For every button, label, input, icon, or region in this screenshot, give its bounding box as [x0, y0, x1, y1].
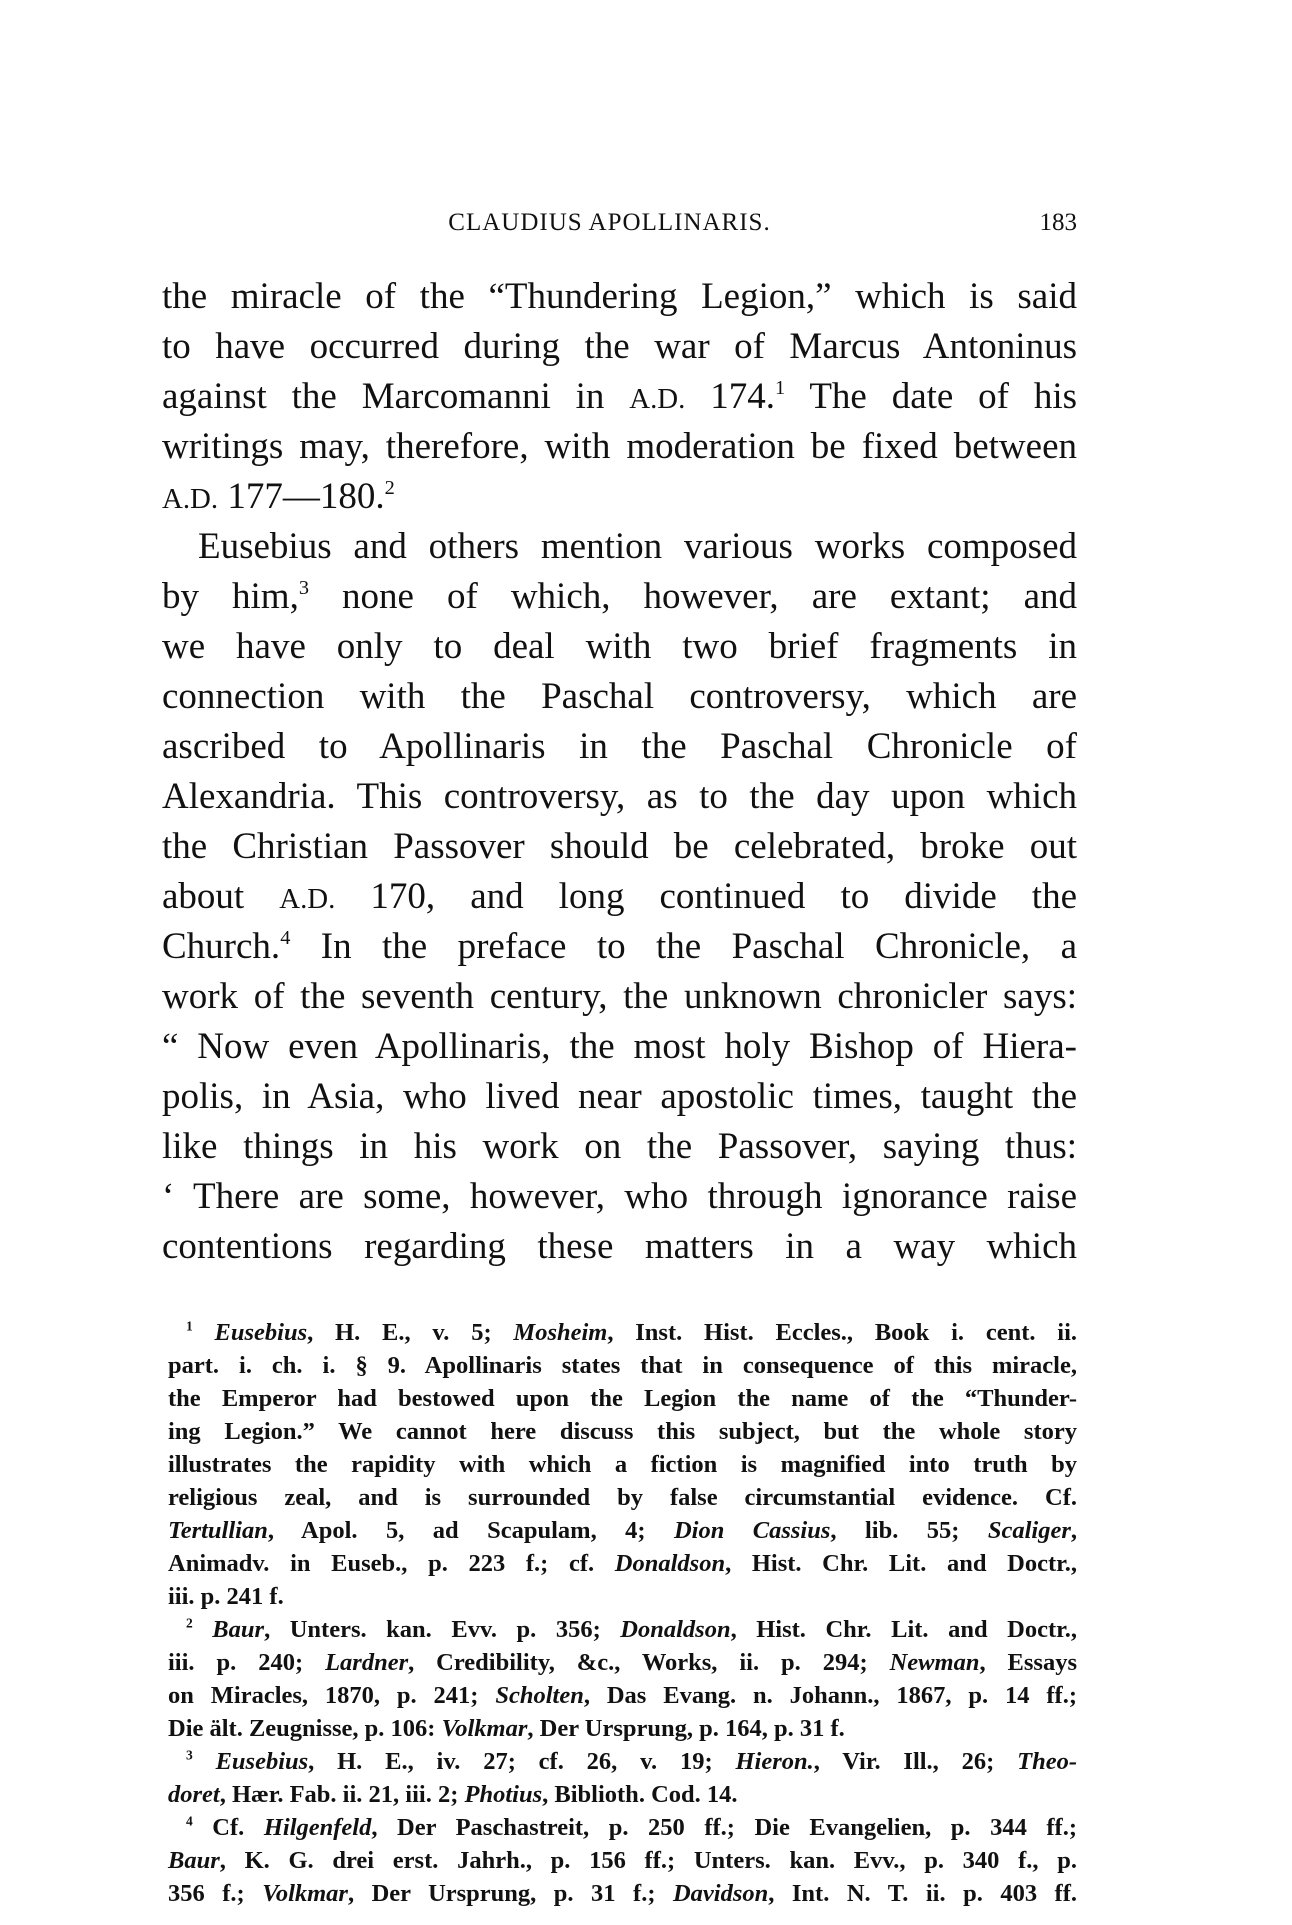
footnote-line	[168, 1448, 1077, 1481]
italic-citation: Volkmar	[262, 1880, 348, 1907]
text-run: Die ält. Zeugnisse, p. 106:	[168, 1715, 442, 1742]
footnote-line	[168, 1844, 1077, 1877]
italic-citation: Donaldson	[614, 1550, 726, 1577]
text-run: ascribed to Apollinaris in the Paschal Chronicle of	[162, 726, 1077, 767]
text-run: on Miracles, 1870, p. 241;	[168, 1682, 496, 1709]
italic-citation: Scholten	[495, 1682, 584, 1709]
text-run	[193, 1319, 215, 1346]
body-line	[162, 522, 1077, 572]
text-run: to have occurred during the war of Marcus Antoninus	[162, 326, 1077, 367]
body-text	[162, 272, 1077, 1272]
small-caps-text: A.D.	[162, 483, 219, 515]
running-head	[162, 205, 1077, 245]
footnote-marker: 3	[186, 1747, 193, 1763]
text-run: ‘ There are some, however, who through ignorance raise	[162, 1176, 1077, 1217]
footnote-line	[168, 1514, 1077, 1547]
text-run: part. i. ch. i. § 9. Apollinaris states that in consequence of this miracle,	[168, 1352, 1077, 1379]
text-run: ing Legion.” We cannot here discuss this subject, but the whole story	[168, 1418, 1077, 1445]
body-line	[162, 872, 1077, 922]
footnote-marker: 2	[186, 1615, 193, 1631]
text-run: work of the seventh century, the unknown chronicler says:	[162, 976, 1077, 1017]
text-run: the Emperor had bestowed upon the Legion the name of the “Thunder-	[168, 1385, 1077, 1412]
italic-citation: Eusebius	[215, 1748, 309, 1775]
footnote-line	[168, 1481, 1077, 1514]
text-run: like things in his work on the Passover, saying thus:	[162, 1126, 1077, 1167]
text-run: , Int. N. T. ii. p. 403 ff.	[768, 1880, 1078, 1907]
body-line	[162, 772, 1077, 822]
italic-citation: Eusebius	[214, 1319, 308, 1346]
italic-citation: Hieron.	[735, 1748, 814, 1775]
body-line	[162, 1072, 1077, 1122]
text-run: the miracle of the “Thundering Legion,” which is said	[162, 276, 1077, 317]
body-line	[162, 722, 1077, 772]
footnote-marker: 2	[384, 476, 395, 499]
text-run: Cf.	[192, 1814, 264, 1841]
text-run: , Essays	[979, 1649, 1077, 1676]
italic-citation: Theo-	[1017, 1748, 1077, 1775]
footnote-marker: 1	[774, 376, 786, 399]
small-caps-text: A.D.	[279, 883, 336, 915]
footnote-line	[168, 1349, 1077, 1382]
text-run: , lib. 55;	[830, 1517, 988, 1544]
text-run: against the Marcomanni in	[162, 376, 630, 417]
text-run: writings may, therefore, with moderation be fixed between	[162, 426, 1077, 467]
footnote-line	[168, 1316, 1077, 1349]
footnote-marker: 3	[298, 576, 310, 599]
text-run: Church.	[162, 926, 281, 967]
footnote-line	[168, 1877, 1077, 1910]
text-run: connection with the Paschal controversy, which are	[162, 676, 1077, 717]
text-run: about	[162, 876, 280, 917]
text-run: iii. p. 240;	[168, 1649, 326, 1676]
text-run: The date of his	[785, 376, 1078, 417]
page-number: 183	[1039, 209, 1077, 236]
footnote-line	[168, 1415, 1077, 1448]
text-run	[193, 1748, 216, 1775]
text-run: religious zeal, and is surrounded by false circumstantial evidence. Cf.	[168, 1484, 1077, 1511]
italic-citation: Baur	[168, 1847, 220, 1874]
text-run: , Hist. Chr. Lit. and Doctr.,	[730, 1616, 1077, 1643]
text-run: , Vir. Ill., 26;	[813, 1748, 1018, 1775]
text-run: by him,	[162, 576, 299, 617]
body-line	[162, 372, 1077, 422]
text-run: , Credibility, &c., Works, ii. p. 294;	[408, 1649, 890, 1676]
italic-citation: Mosheim	[513, 1319, 608, 1346]
body-line	[162, 922, 1077, 972]
body-line	[162, 322, 1077, 372]
footnote-line	[168, 1811, 1077, 1844]
footnote-line	[168, 1547, 1077, 1580]
italic-citation: Volkmar	[441, 1715, 528, 1742]
body-line	[162, 1172, 1077, 1222]
body-line	[162, 272, 1077, 322]
text-run: , H. E., iv. 27; cf. 26, v. 19;	[308, 1748, 736, 1775]
footnote-marker: 4	[186, 1813, 193, 1829]
small-caps-text: A.D.	[629, 383, 686, 415]
body-line	[162, 622, 1077, 672]
italic-citation: Baur	[212, 1616, 265, 1643]
text-run: Eusebius and others mention various works composed	[198, 526, 1077, 567]
body-line	[162, 1222, 1077, 1272]
text-run: 177—180.	[218, 476, 385, 517]
footnote-line	[168, 1679, 1077, 1712]
italic-citation: Tertullian	[168, 1517, 268, 1544]
footnote-marker: 4	[280, 926, 291, 949]
footnote-line	[168, 1382, 1077, 1415]
text-run: , Der Ursprung, p. 164, p. 31 f.	[527, 1715, 845, 1742]
footnote-line	[168, 1712, 1077, 1745]
text-run: 356 f.;	[168, 1880, 263, 1907]
italic-citation: Dion Cassius	[673, 1517, 831, 1544]
body-line	[162, 1122, 1077, 1172]
italic-citation: Lardner	[325, 1649, 409, 1676]
footnote-line	[168, 1580, 1077, 1613]
text-run: , Der Paschastreit, p. 250 ff.; Die Evangelien, p. 344 ff.;	[371, 1814, 1077, 1841]
italic-citation: Davidson	[672, 1880, 769, 1907]
footnote-line	[168, 1613, 1077, 1646]
text-run: , Das Evang. n. Johann., 1867, p. 14 ff.;	[583, 1682, 1077, 1709]
text-run: , Inst. Hist. Eccles., Book i. cent. ii.	[607, 1319, 1077, 1346]
text-run: ,	[1070, 1517, 1077, 1544]
text-run: iii. p. 241 f.	[168, 1583, 284, 1610]
text-run: Animadv. in Euseb., p. 223 f.; cf.	[168, 1550, 615, 1577]
text-run: Alexandria. This controversy, as to the day upon which	[162, 776, 1077, 817]
text-run: , Der Ursprung, p. 31 f.;	[347, 1880, 673, 1907]
body-line	[162, 972, 1077, 1022]
text-run: , Apol. 5, ad Scapulam, 4;	[267, 1517, 674, 1544]
text-run: , Hist. Chr. Lit. and Doctr.,	[725, 1550, 1077, 1577]
text-run: contentions regarding these matters in a way which	[162, 1226, 1077, 1267]
text-run: the Christian Passover should be celebrated, broke out	[162, 826, 1077, 867]
body-line	[162, 572, 1077, 622]
footnotes	[168, 1316, 1077, 1910]
italic-citation: doret	[168, 1781, 220, 1808]
body-line	[162, 672, 1077, 722]
italic-citation: Photius	[464, 1781, 543, 1808]
footnote-line	[168, 1778, 1077, 1811]
body-line	[162, 1022, 1077, 1072]
text-run: , Hær. Fab. ii. 21, iii. 2;	[219, 1781, 465, 1808]
text-run: “ Now even Apollinaris, the most holy Bishop of Hiera-	[162, 1026, 1077, 1067]
italic-citation: Newman	[889, 1649, 980, 1676]
body-line	[162, 422, 1077, 472]
text-run: , Biblioth. Cod. 14.	[542, 1781, 738, 1808]
text-run: we have only to deal with two brief fragments in	[162, 626, 1077, 667]
text-run: , Unters. kan. Evv. p. 356;	[264, 1616, 621, 1643]
body-line	[162, 822, 1077, 872]
text-run: In the preface to the Paschal Chronicle, a	[290, 926, 1077, 967]
italic-citation: Donaldson	[620, 1616, 731, 1643]
italic-citation: Hilgenfeld	[263, 1814, 372, 1841]
text-run: 174.	[685, 376, 775, 417]
text-run: none of which, however, are extant; and	[309, 576, 1078, 617]
footnote-line	[168, 1646, 1077, 1679]
footnote-marker: 1	[186, 1318, 193, 1334]
italic-citation: Scaliger	[987, 1517, 1071, 1544]
text-run: polis, in Asia, who lived near apostolic times, taught the	[162, 1076, 1077, 1117]
text-run	[193, 1616, 213, 1643]
text-run: illustrates the rapidity with which a fiction is magnified into truth by	[168, 1451, 1077, 1478]
footnote-line	[168, 1745, 1077, 1778]
text-run: , H. E., v. 5;	[307, 1319, 514, 1346]
text-run: 170, and long continued to divide the	[335, 876, 1077, 917]
running-title: CLAUDIUS APOLLINARIS.	[448, 209, 771, 236]
body-line	[162, 472, 1077, 522]
text-run: , K. G. drei erst. Jahrh., p. 156 ff.; Unters. kan. Evv., p. 340 f., p.	[219, 1847, 1077, 1874]
